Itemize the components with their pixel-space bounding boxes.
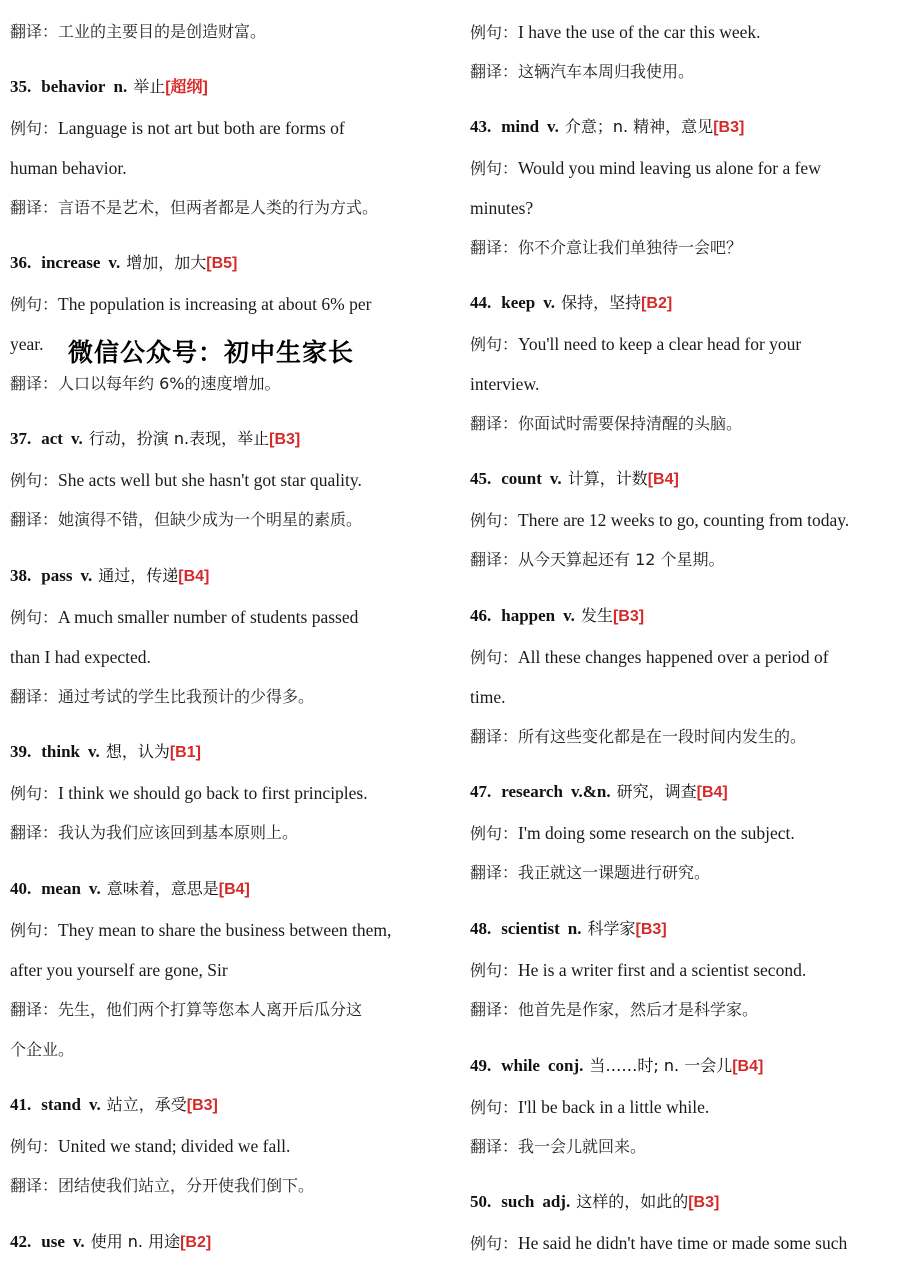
entry-pos: v. [563, 606, 575, 625]
entry-level: [B4] [218, 881, 250, 898]
example-label: 例句： [10, 608, 59, 627]
entry-level: [B4] [647, 471, 679, 488]
example-label: 例句： [470, 159, 519, 178]
example-text: United we stand; divided we fall. [58, 1136, 291, 1156]
entry-word: behavior [41, 77, 106, 96]
entry-heading [470, 1191, 895, 1214]
entry-44 [470, 292, 895, 435]
entry-heading [10, 76, 450, 99]
entry-level: [B3] [635, 921, 667, 938]
entry-number: 41. [10, 1095, 32, 1114]
entry-number: 50. [470, 1192, 492, 1211]
example-label: 例句： [10, 921, 59, 940]
entry-word: increase [41, 253, 101, 272]
translation-label: 翻译： [470, 863, 519, 882]
entry-pos: v. [549, 469, 562, 488]
entry-level: [B4] [732, 1058, 764, 1075]
translation-text: 团结使我们站立，分开使我们倒下。 [58, 1176, 315, 1195]
entry-number: 37. [10, 429, 32, 448]
entry-word: act [41, 429, 63, 448]
entry-word: stand [41, 1095, 81, 1114]
entry-meaning: 使用 n. 用途 [90, 1232, 181, 1251]
right-column [470, 0, 895, 1273]
translation-label: 翻译： [470, 1137, 519, 1156]
translation-text: 你面试时需要保持清醒的头脑。 [518, 414, 743, 433]
example-text: I'm doing some research on the subject. [518, 823, 795, 843]
example-text: than I had expected. [10, 647, 151, 667]
entry-level: [B5] [206, 255, 238, 272]
entry-meaning: 增加，加大 [126, 253, 207, 272]
example-label: 例句： [10, 295, 59, 314]
example-text: He said he didn't have time or made some such [518, 1233, 848, 1253]
translation-text: 所有这些变化都是在一段时间内发生的。 [518, 727, 807, 746]
entry-pos: v. [72, 1232, 85, 1251]
entry-number: 43. [470, 117, 492, 136]
entry-48 [470, 918, 895, 1021]
translation-label: 翻译： [470, 1000, 519, 1019]
entry-word: pass [41, 566, 73, 585]
example-text: The population is increasing at about 6% per [58, 294, 372, 314]
example-text: time. [470, 687, 506, 707]
example-label: 例句： [470, 511, 519, 530]
entry-heading [470, 116, 895, 139]
entry-number: 49. [470, 1056, 492, 1075]
entry-pos: v. [543, 293, 556, 312]
entry-number: 36. [10, 253, 32, 272]
entry-word: count [501, 469, 542, 488]
entry-meaning: 站立，承受 [106, 1095, 187, 1114]
entry-meaning: 计算，计数 [567, 469, 648, 488]
entry-meaning: 研究，调查 [616, 782, 697, 801]
entry-pos: v.&n. [570, 782, 611, 801]
translation-text: 言语不是艺术，但两者都是人类的行为方式。 [58, 198, 379, 217]
translation-text: 工业的主要目的是创造财富。 [58, 22, 267, 41]
entry-number: 42. [10, 1232, 32, 1251]
entry-39 [10, 741, 450, 844]
example-label: 例句： [10, 119, 59, 138]
entry-word: scientist [501, 919, 560, 938]
example-label: 例句： [470, 23, 519, 42]
entry-word: happen [501, 606, 556, 625]
entry-46 [470, 605, 895, 748]
example-text: There are 12 weeks to go, counting from today. [518, 510, 850, 530]
example-text: They mean to share the business between them, [58, 920, 392, 940]
entry-word: mind [501, 117, 540, 136]
entry-47 [470, 781, 895, 884]
entry-number: 39. [10, 742, 32, 761]
entry-meaning: 行动，扮演 n.表现，举止 [88, 429, 270, 448]
example-text: minutes? [470, 198, 534, 218]
entry-level: [B3] [269, 431, 301, 448]
left-top-translation [10, 21, 450, 43]
entry-word: research [501, 782, 563, 801]
entry-meaning: 保持，坚持 [561, 293, 642, 312]
example-text: All these changes happened over a period of [518, 647, 829, 667]
entry-word: use [41, 1232, 65, 1251]
entry-38 [10, 565, 450, 708]
example-label: 例句： [470, 1234, 519, 1253]
entry-word: while [501, 1056, 540, 1075]
entry-heading [470, 468, 895, 491]
example-text: after you yourself are gone, Sir [10, 960, 228, 980]
translation-text: 我正就这一课题进行研究。 [518, 863, 711, 882]
translation-label: 翻译： [470, 550, 519, 569]
entry-number: 35. [10, 77, 32, 96]
entry-meaning: 通过，传递 [98, 566, 179, 585]
example-text: Would you mind leaving us alone for a few [518, 158, 821, 178]
entry-word: think [41, 742, 80, 761]
entry-49 [470, 1055, 895, 1158]
entry-meaning: 科学家 [587, 919, 636, 938]
translation-label: 翻译： [10, 1176, 59, 1195]
entry-heading [470, 781, 895, 804]
entry-42 [10, 1231, 450, 1254]
example-text: human behavior. [10, 158, 127, 178]
entry-pos: v. [88, 879, 101, 898]
example-text: I'll be back in a little while. [518, 1097, 710, 1117]
entry-level: [超纲] [165, 79, 208, 96]
translation-text: 他首先是作家，然后才是科学家。 [518, 1000, 759, 1019]
entry-pos: conj. [547, 1056, 584, 1075]
translation-label: 翻译： [470, 62, 519, 81]
translation-label: 翻译： [470, 727, 519, 746]
example-text: He is a writer first and a scientist second. [518, 960, 807, 980]
entry-meaning: 这样的，如此的 [576, 1192, 689, 1211]
translation-text: 个企业。 [10, 1040, 75, 1059]
entry-meaning: 举止 [133, 77, 166, 96]
entry-37 [10, 428, 450, 531]
translation-label: 翻译： [10, 1000, 59, 1019]
entry-pos: v. [88, 742, 100, 761]
entry-number: 40. [10, 879, 32, 898]
example-label: 例句： [10, 784, 59, 803]
entry-45 [470, 468, 895, 571]
entry-heading [470, 292, 895, 315]
entry-pos: v. [108, 253, 121, 272]
entry-35 [10, 76, 450, 219]
entry-heading [10, 741, 450, 764]
translation-label: 翻译： [470, 238, 519, 257]
translation-text: 我一会儿就回来。 [518, 1137, 647, 1156]
translation-label: 翻译： [10, 823, 59, 842]
example-text: year. [10, 334, 44, 354]
example-label: 例句： [470, 648, 519, 667]
entry-pos: adj. [542, 1192, 571, 1211]
entry-level: [B3] [612, 608, 645, 625]
entry-heading [10, 1231, 450, 1254]
example-label: 例句： [470, 1098, 519, 1117]
left-column [10, 0, 450, 1273]
entry-heading [470, 1055, 895, 1078]
entry-pos: v. [70, 429, 83, 448]
translation-label: 翻译： [10, 687, 59, 706]
entry-heading [10, 252, 450, 275]
translation-text: 通过考试的学生比我预计的少得多。 [58, 687, 315, 706]
entry-number: 45. [470, 469, 492, 488]
translation-text: 你不介意让我们单独待一会吧？ [518, 238, 743, 257]
entry-meaning: 想，认为 [105, 742, 170, 761]
translation-text: 这辆汽车本周归我使用。 [518, 62, 695, 81]
example-label: 例句： [470, 961, 519, 980]
entry-level: [B2] [641, 295, 673, 312]
entry-word: keep [501, 293, 536, 312]
entry-heading [470, 605, 895, 628]
entry-level: [B3] [713, 119, 745, 136]
entry-pos: v. [80, 566, 93, 585]
example-text: A much smaller number of students passed [58, 607, 359, 627]
translation-text: 从今天算起还有 12 个星期。 [518, 550, 725, 569]
entry-number: 48. [470, 919, 492, 938]
entry-meaning: 发生 [580, 606, 613, 625]
entry-36 [10, 252, 450, 395]
translation-text: 我认为我们应该回到基本原则上。 [58, 823, 299, 842]
entry-level: [B3] [186, 1097, 218, 1114]
entry-43 [470, 116, 895, 259]
entry-heading [470, 918, 895, 941]
entry-pos: n. [567, 919, 582, 938]
entry-meaning: 介意；n. 精神，意见 [564, 117, 714, 136]
translation-label: 翻译： [10, 374, 59, 393]
example-label: 例句： [10, 1137, 59, 1156]
entry-number: 38. [10, 566, 32, 585]
translation-label: 翻译： [10, 510, 59, 529]
example-text: Language is not art but both are forms of [58, 118, 345, 138]
entry-heading [10, 565, 450, 588]
entry-pos: n. [113, 77, 128, 96]
translation-label: 翻译： [10, 198, 59, 217]
entry-50 [470, 1191, 895, 1254]
entry-meaning: 意味着，意思是 [106, 879, 219, 898]
entry-word: mean [41, 879, 81, 898]
wechat-watermark: 微信公众号：初中生家长 [68, 338, 355, 367]
entry-level: [B3] [688, 1194, 720, 1211]
entry-word: such [501, 1192, 535, 1211]
entry-heading [10, 1094, 450, 1117]
example-text: She acts well but she hasn't got star quality. [58, 470, 362, 490]
entry-level: [B4] [178, 568, 210, 585]
entry-40 [10, 878, 450, 1061]
example-text: You'll need to keep a clear head for your [518, 334, 802, 354]
translation-label: 翻译： [470, 414, 519, 433]
entry-level: [B4] [696, 784, 728, 801]
entry-number: 44. [470, 293, 492, 312]
entry-meaning: 当……时; n. 一会儿 [589, 1056, 733, 1075]
example-text: I have the use of the car this week. [518, 22, 761, 42]
entry-41 [10, 1094, 450, 1197]
translation-text: 先生，他们两个打算等您本人离开后瓜分这 [58, 1000, 363, 1019]
translation-text: 她演得不错，但缺少成为一个明星的素质。 [58, 510, 363, 529]
example-label: 例句： [10, 471, 59, 490]
example-text: interview. [470, 374, 540, 394]
entry-level: [B1] [169, 744, 201, 761]
entry-number: 46. [470, 606, 492, 625]
entry-level: [B2] [180, 1234, 212, 1251]
entry-pos: v. [88, 1095, 101, 1114]
example-label: 例句： [470, 824, 519, 843]
example-text: I think we should go back to first principles. [58, 783, 368, 803]
translation-text: 人口以每年约 6%的速度增加。 [58, 374, 281, 393]
entry-number: 47. [470, 782, 492, 801]
entry-pos: v. [547, 117, 559, 136]
entry-heading [10, 428, 450, 451]
right-top-continuation [470, 21, 895, 83]
entry-heading [10, 878, 450, 901]
example-label: 例句： [470, 335, 519, 354]
translation-label: 翻译： [10, 22, 59, 41]
